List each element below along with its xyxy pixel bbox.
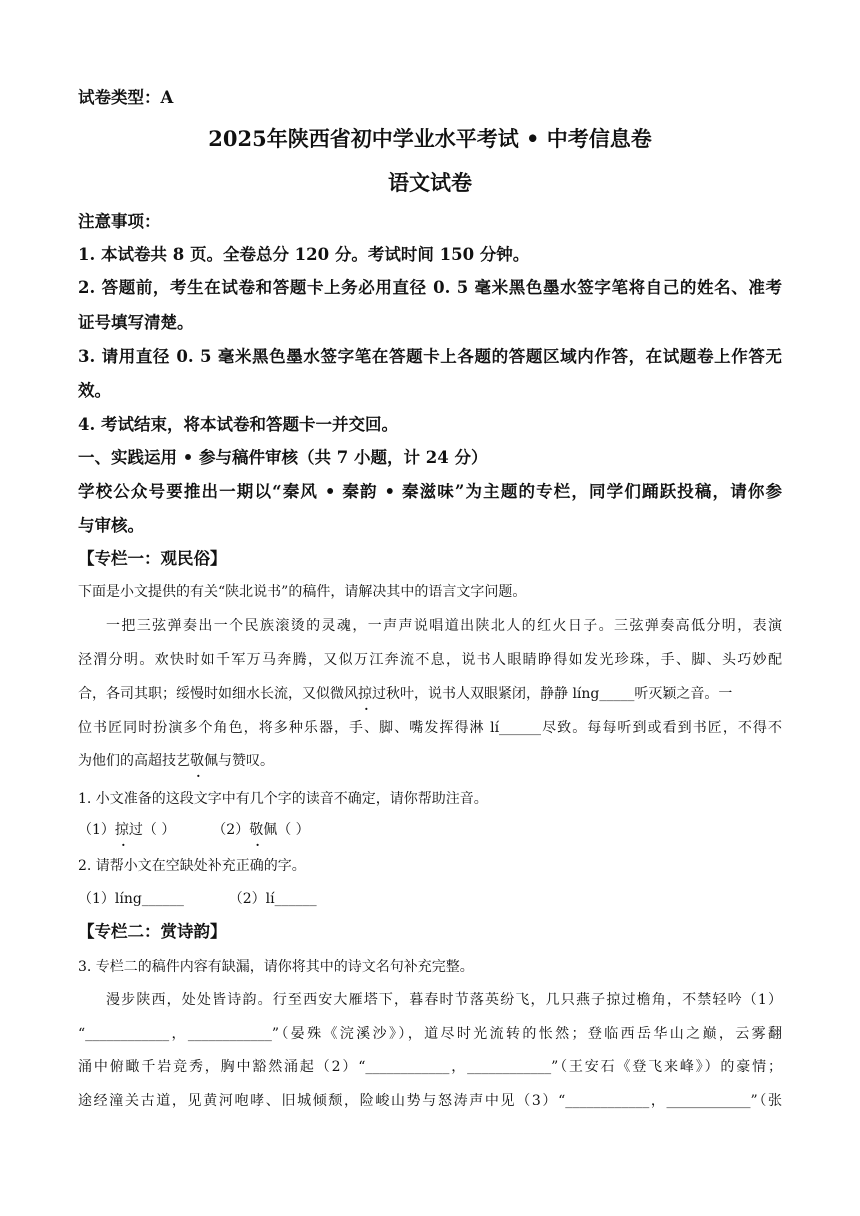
dotted-char-lue: 掠: [358, 686, 372, 702]
note-3-line-1: 3. 请用直径 0. 5 毫米黑色墨水签字笔在答题卡上各题的答题区域内作答，在试题卷上作答无: [78, 347, 782, 366]
paper-type: 试卷类型：A: [78, 88, 174, 107]
question-2-stem: 2. 请帮小文在空缺处补充正确的字。: [78, 858, 306, 874]
section-1-heading: 一、实践运用 • 参与稿件审核（共 7 小题，计 24 分）: [78, 448, 488, 467]
q1-part-2[interactable]: （2）敬佩（ ）: [212, 822, 310, 838]
note-4: 4. 考试结束，将本试卷和答题卡一并交回。: [78, 415, 398, 434]
section-1-intro-line-2: 与审核。: [78, 516, 144, 535]
column-2-heading: 【专栏二：赏诗韵】: [78, 922, 227, 941]
q1-part-1[interactable]: （1）掠过（ ）: [78, 822, 176, 838]
column-1-heading: 【专栏一：观民俗】: [78, 549, 227, 568]
section-1-intro-line-1: 学校公众号要推出一期以“秦风 • 秦韵 • 秦滋味”为主题的专栏，同学们踊跃投稿，请你参: [78, 482, 782, 501]
passage-line-3-start: 合，各司其职；绥慢时如细水长流，又似微风: [78, 686, 358, 702]
dotted-char-jing: 敬: [190, 753, 204, 769]
note-1: 1. 本试卷共 8 页。全卷总分 120 分。考试时间 150 分钟。: [78, 245, 530, 264]
passage-line-5-end: 佩与赞叹。: [204, 753, 274, 769]
passage-line-3-end: 过秋叶，说书人双眼紧闭，静静 líng_____听灭颖之音。一: [372, 686, 733, 702]
q2-blank-1[interactable]: （1）líng______: [78, 891, 184, 907]
notes-heading: 注意事项：: [78, 212, 161, 231]
poem-passage-line-2: “____________，____________”（晏殊《浣溪沙》），道尽时光流转的怅然；登临西岳华山之巅，云雾翻: [78, 1026, 782, 1042]
note-3-line-2: 效。: [78, 381, 111, 400]
note-2-line-1: 2. 答题前，考生在试卷和答题卡上务必用直径 0. 5 毫米黑色墨水签字笔将自己的姓名、准考: [78, 278, 782, 297]
passage-line-5: [78, 751, 274, 771]
passage-line-3: [78, 684, 732, 704]
column-1-lead: 下面是小文提供的有关“陕北说书”的稿件，请解决其中的语言文字问题。: [78, 584, 527, 600]
question-3-stem: 3. 专栏二的稿件内容有缺漏，请你将其中的诗文名句补充完整。: [78, 959, 474, 975]
poem-passage-line-3: 涌中俯瞰千岩竞秀，胸中豁然涌起（2）“____________，____________”（王安石《登飞来峰》）的豪情；: [78, 1059, 782, 1075]
passage-line-1: 一把三弦弹奏出一个民族滚烫的灵魂，一声声说唱道出陕北人的红火日子。三弦弹奏高低分明，表演: [106, 618, 782, 634]
exam-subtitle: 语文试卷: [388, 170, 472, 195]
q2-blank-2[interactable]: （2）lí______: [228, 891, 317, 907]
passage-line-4: 位书匠同时扮演多个角色，将多种乐器，手、脚、嘴发挥得淋 lí______尽致。每每听到或看到书匠，不得不: [78, 720, 782, 736]
note-2-line-2: 证号填写清楚。: [78, 313, 194, 332]
poem-passage-line-1: 漫步陕西，处处皆诗韵。行至西安大雁塔下，暮春时节落英纷飞，几只燕子掠过檐角，不禁轻吟（1）: [106, 992, 782, 1008]
question-1-stem: 1. 小文准备的这段文字中有几个字的读音不确定，请你帮助注音。: [78, 791, 488, 807]
question-2-answers: [78, 889, 317, 909]
exam-title: 2025年陕西省初中学业水平考试 • 中考信息卷: [208, 126, 652, 151]
passage-line-5-start: 为他们的高超技艺: [78, 753, 190, 769]
question-1-answers: [78, 820, 310, 840]
poem-passage-line-4: 途经潼关古道，见黄河咆哮、旧城倾颓，险峻山势与怒涛声中见（3）“____________，____________”（张: [78, 1093, 782, 1109]
passage-line-2: 泾渭分明。欢快时如千军万马奔腾，又似万江奔流不息，说书人眼睛睁得如发光珍珠，手、脚、头巧妙配: [78, 652, 782, 668]
